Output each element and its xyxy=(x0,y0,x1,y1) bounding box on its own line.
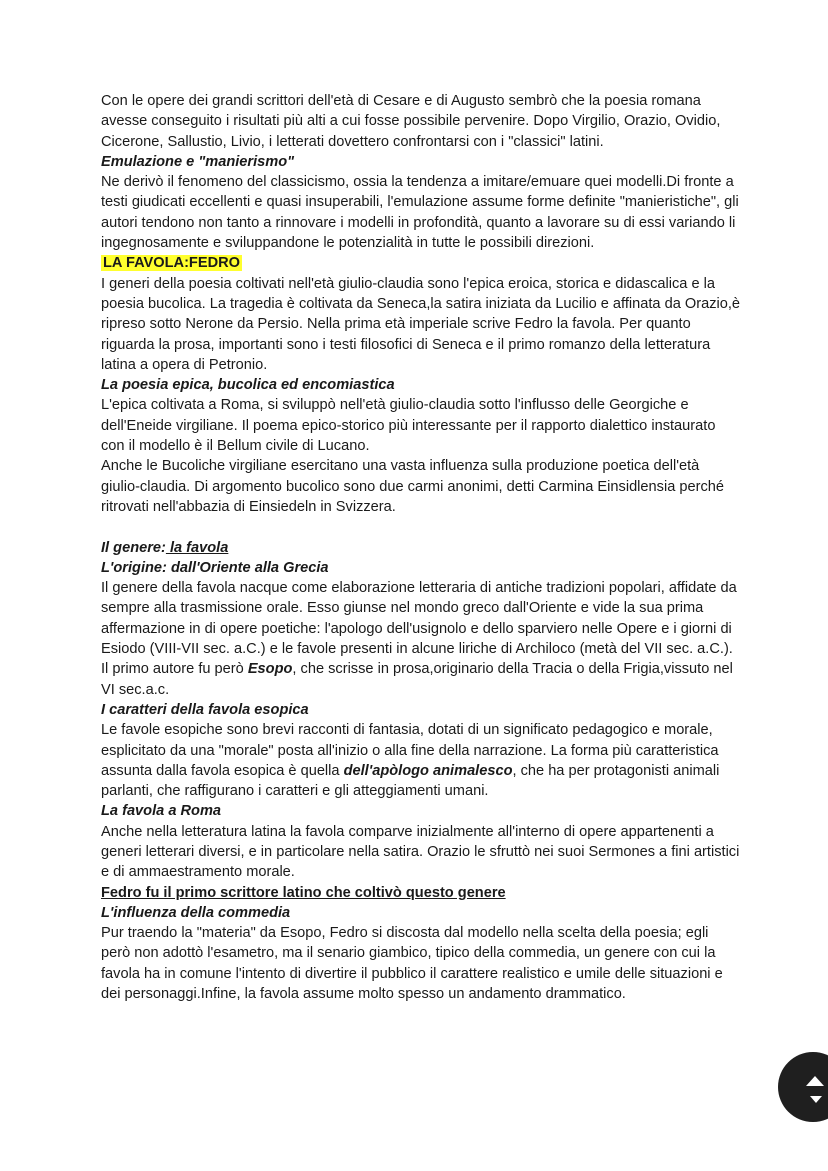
paragraph-epica-2: Anche le Bucoliche virgiliane esercitano una vasta influenza sulla produzione poetica dell'età giulio-claudia. Di argomento bucolico sono due carmi anonimi, detti Carmina Einsidlensia perché ritrovati nell'abbazia di Einsiedeln in Svizzera. xyxy=(101,458,724,515)
heading-genere-underlined: la favola xyxy=(165,539,229,556)
heading-roma: La favola a Roma xyxy=(101,803,222,820)
heading-caratteri: I caratteri della favola esopica xyxy=(101,701,309,718)
heading-favola-fedro: LA FAVOLA:FEDRO xyxy=(103,255,241,272)
heading-genere-prefix: Il genere: xyxy=(101,539,166,556)
paragraph-roma: Anche nella letteratura latina la favola comparve inizialmente all'interno di opere appartenenti a generi letterari diversi, e in particolare nella satira. Orazio le sfruttò nei suoi Sermones a fini artistici e di ammaestramento morale. xyxy=(101,823,740,881)
paragraph-caratteri xyxy=(101,720,741,801)
paragraph-commedia: Pur traendo la "materia" da Esopo, Fedro si discosta dal modello nella scelta della poesia; egli però non adottò l'esametro, ma il senario giambico, tipico della commedia, un genere con cui la favola ha in comune l'intento di divertire il pubblico il carattere realistico e umile delle situazioni e dei personaggi.Infine, la favola assume molto spesso un andamento drammatico. xyxy=(101,925,723,1003)
paragraph-origine-part-b: , che scrisse in prosa,originario della Tracia o della Frigia,vissuto nel VI sec.a.c. xyxy=(101,661,733,698)
heading-origine: L'origine: dall'Oriente alla Grecia xyxy=(101,559,329,576)
paragraph-caratteri-part-a: Le favole esopiche sono brevi racconti di fantasia, dotati di un significato pedagogico e morale, esplicitato da una "morale" posta all'inizio o alla fine della narrazione. La forma più caratteristica assunta dalla favola esopica è quella xyxy=(101,722,719,779)
chevron-up-icon[interactable] xyxy=(806,1076,824,1086)
term-esopo: Esopo xyxy=(247,661,293,678)
heading-favola-fedro-line xyxy=(101,253,741,273)
heading-emulazione: Emulazione e "manierismo" xyxy=(101,153,295,170)
intro-paragraph: Con le opere dei grandi scrittori dell'età di Cesare e di Augusto sembrò che la poesia romana avesse conseguito i risultati più alti a cui fosse possibile pervenire. Dopo Virgilio, Orazio, Ovidio, Cicerone, Sallustio, Livio, i letterati dovettero confrontarsi con i "classici" latini. xyxy=(101,93,721,150)
paragraph-generi: I generi della poesia coltivati nell'età giulio-claudia sono l'epica eroica, storica e didascalica e la poesia bucolica. La tragedia è coltivata da Seneca,la satira iniziata da Lucilio e affinata da Orazio,è ripreso sotto Nerone da Persio. Nella prima età imperiale scrive Fedro la favola. Per quanto riguarda la prosa, importanti sono i testi filosofici di Seneca e il primo romanzo della letteratura latina a opera di Petronio. xyxy=(101,275,741,373)
term-apologo-animalesco: dell'apòlogo animalesco xyxy=(343,762,513,779)
paragraph-origine-part-a: Il genere della favola nacque come elaborazione letteraria di antiche tradizioni popolari, affidate da sempre alla trasmissione orale. Esso giunse nel mondo greco dall'Oriente e vide la sua prima affermazione in di opere poetiche: l'apologo dell'usignolo e dello sparviero nelle Opere e i giorni di Esiodo (VIII-VII sec. a.C.) e le favole presenti in alcune liriche di Archiloco (metà del VII sec. a.C.). Il primo autore fu però xyxy=(101,580,737,678)
blank-line xyxy=(101,517,741,537)
heading-fedro-primo: Fedro fu il primo scrittore latino che coltivò questo genere xyxy=(101,884,506,901)
paragraph-caratteri-part-b: , che ha per protagonisti animali parlanti, che raffigurano i caratteri e gli atteggiamenti umani. xyxy=(101,762,720,800)
document-page xyxy=(101,91,741,1004)
heading-poesia-epica: La poesia epica, bucolica ed encomiastica xyxy=(101,377,395,394)
heading-commedia: L'influenza della commedia xyxy=(101,904,291,921)
paragraph-origine xyxy=(101,578,741,700)
chevron-down-icon[interactable] xyxy=(810,1096,822,1103)
paragraph-emulazione: Ne derivò il fenomeno del classicismo, ossia la tendenza a imitare/emuare quei modelli.Di fronte a testi giudicati eccellenti e quasi insuperabili, l'emulazione assume forme definite "manieristiche", gli autori tendono non tanto a rinnovare i modelli in profondità, quanto a lavorare su di essi variando li ingegnosamente e sviluppandone le potenzialità in tutte le possibili direzioni. xyxy=(101,174,739,252)
scroll-navigation-button[interactable] xyxy=(778,1052,828,1122)
paragraph-epica-1: L'epica coltivata a Roma, si sviluppò nell'età giulio-claudia sotto l'influsso delle Georgiche e dell'Eneide virgiliane. Il poema epico-storico più interessante per il rapporto dialettico instaurato con il modello è il Bellum civile di Lucano. xyxy=(101,397,716,455)
heading-genere xyxy=(101,538,741,558)
